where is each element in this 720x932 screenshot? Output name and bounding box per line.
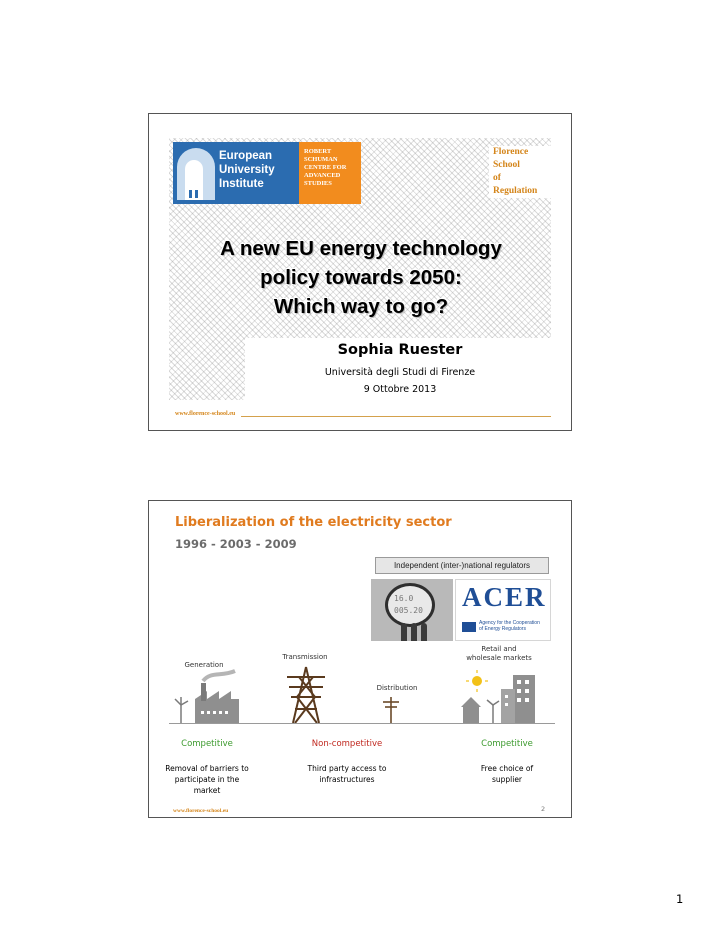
footer-divider	[241, 416, 551, 417]
magnifier-icon	[385, 583, 435, 627]
magnifier-number: 16.0	[394, 594, 414, 603]
title-line: A new EU energy technology	[220, 237, 502, 260]
window-icon	[195, 190, 198, 198]
utility-pole-icon	[381, 695, 401, 725]
retail-description: Free choice of supplier	[480, 764, 534, 784]
window-icon	[189, 190, 192, 198]
person-icon	[421, 623, 427, 641]
city-houses-icon	[461, 667, 541, 725]
title-slide	[148, 113, 572, 431]
regulators-label: Independent (inter-)national regulators	[375, 557, 549, 574]
eui-logo-text	[219, 149, 275, 191]
acer-logo-text: ACER	[462, 582, 547, 612]
slide-title	[169, 234, 553, 321]
value-chain-baseline	[169, 723, 555, 724]
generation-category: Competitive	[181, 739, 233, 749]
fsr-logo: Florence School of Regulation	[489, 146, 555, 198]
network-description: Third party access to infrastructures	[307, 764, 387, 784]
person-icon	[401, 623, 407, 641]
footer-url[interactable]: www.florence-school.eu	[175, 411, 236, 417]
tower-icon	[185, 160, 203, 200]
liberalization-slide	[148, 500, 572, 818]
title-line: Which way to go?	[273, 295, 449, 318]
acer-logo	[455, 579, 551, 641]
retail-label: Retail and wholesale markets	[466, 645, 532, 662]
page-number: 1	[676, 892, 684, 906]
footer-url[interactable]: www.florence-school.eu	[173, 808, 229, 814]
affiliation: Università degli Studi di Firenze	[324, 367, 476, 378]
acer-subtitle: Agency for the Cooperation of Energy Regulators	[479, 620, 540, 632]
magnifier-number: 005.20	[394, 606, 423, 615]
generation-description: Removal of barriers to participate in the market	[165, 764, 249, 795]
network-category: Non-competitive	[311, 739, 383, 749]
magnifier-photo	[371, 579, 453, 641]
slide-title: Liberalization of the electricity sector	[175, 515, 452, 530]
generation-label: Generation	[184, 661, 224, 669]
rsc-logo-text: ROBERT SCHUMAN CENTRE FOR ADVANCED STUDIES	[304, 148, 347, 187]
presentation-date: 9 Ottobre 2013	[363, 384, 437, 395]
rsc-logo	[299, 142, 361, 204]
eui-logo	[173, 142, 299, 204]
slide-subtitle-years: 1996 - 2003 - 2009	[175, 537, 297, 551]
eu-flag-icon	[462, 622, 476, 632]
eui-logo-line: Institute	[219, 178, 264, 190]
eui-logo-line: University	[219, 164, 275, 176]
slide-number: 2	[541, 805, 546, 813]
person-icon	[411, 623, 417, 641]
retail-category: Competitive	[481, 739, 533, 749]
distribution-label: Distribution	[376, 684, 418, 692]
author-name: Sophia Ruester	[337, 342, 463, 358]
factory-icon	[173, 669, 243, 725]
transmission-label: Transmission	[282, 653, 328, 661]
transmission-tower-icon	[283, 665, 329, 725]
title-line: policy towards 2050:	[260, 266, 462, 289]
eui-logo-line: European	[219, 150, 273, 162]
